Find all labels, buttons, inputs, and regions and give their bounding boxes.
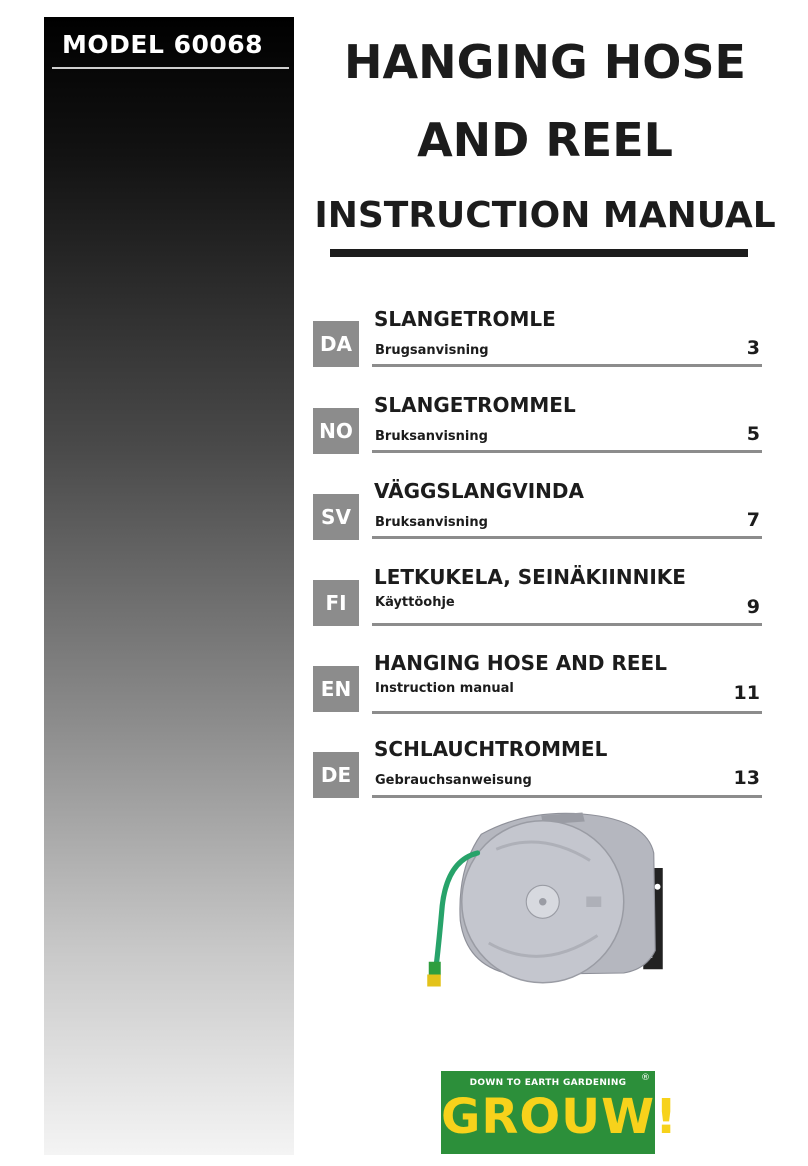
registered-mark: ®: [641, 1073, 650, 1083]
section-subtitle-sv: Bruksanvisning: [375, 515, 488, 530]
section-title-no: SLANGETROMMEL: [374, 393, 576, 417]
section-rule-da: [372, 364, 762, 367]
model-number: MODEL 60068: [62, 30, 264, 59]
section-title-en: HANGING HOSE AND REEL: [374, 651, 667, 675]
section-page-da: 3: [746, 337, 760, 359]
section-page-no: 5: [746, 423, 760, 445]
title-line-1: HANGING HOSE: [344, 35, 746, 89]
section-page-en: 11: [733, 682, 760, 704]
section-title-da: SLANGETROMLE: [374, 307, 556, 331]
section-title-sv: VÄGGSLANGVINDA: [374, 479, 584, 503]
section-subtitle-en: Instruction manual: [375, 681, 514, 696]
bracket-hole-icon: [655, 884, 661, 890]
section-page-de: 13: [733, 767, 760, 789]
title-line-3: INSTRUCTION MANUAL: [314, 195, 776, 236]
lang-code-de: DE: [313, 752, 359, 798]
hub-center-icon: [539, 898, 547, 906]
model-underline: [52, 67, 289, 69]
hose-reel-illustration: [380, 808, 710, 988]
hose-nozzle: [427, 975, 441, 987]
side-gradient-band: [44, 17, 294, 1155]
lang-code-no: NO: [313, 408, 359, 454]
section-subtitle-no: Bruksanvisning: [375, 429, 488, 444]
section-rule-sv: [372, 536, 762, 539]
section-page-fi: 9: [746, 596, 760, 618]
title-underline: [330, 249, 748, 257]
hose-connector: [429, 962, 441, 976]
lang-code-en: EN: [313, 666, 359, 712]
section-rule-no: [372, 450, 762, 453]
section-title-de: SCHLAUCHTROMMEL: [374, 737, 608, 761]
section-subtitle-da: Brugsanvisning: [375, 343, 489, 358]
section-subtitle-fi: Käyttöohje: [375, 595, 455, 610]
lang-code-sv: SV: [313, 494, 359, 540]
reel-label-plate: [586, 897, 601, 908]
section-subtitle-de: Gebrauchsanweisung: [375, 773, 532, 788]
section-rule-en: [372, 711, 762, 714]
lang-code-fi: FI: [313, 580, 359, 626]
section-title-fi: LETKUKELA, SEINÄKIINNIKE: [374, 565, 686, 589]
section-page-sv: 7: [746, 509, 760, 531]
grouw-logo: [441, 1071, 678, 1154]
section-rule-de: [372, 795, 762, 798]
title-line-2: AND REEL: [417, 113, 673, 167]
lang-code-da: DA: [313, 321, 359, 367]
section-rule-fi: [372, 623, 762, 626]
logo-brand-name: GROUW!: [441, 1089, 678, 1145]
logo-tagline: DOWN TO EARTH GARDENING: [469, 1078, 627, 1088]
